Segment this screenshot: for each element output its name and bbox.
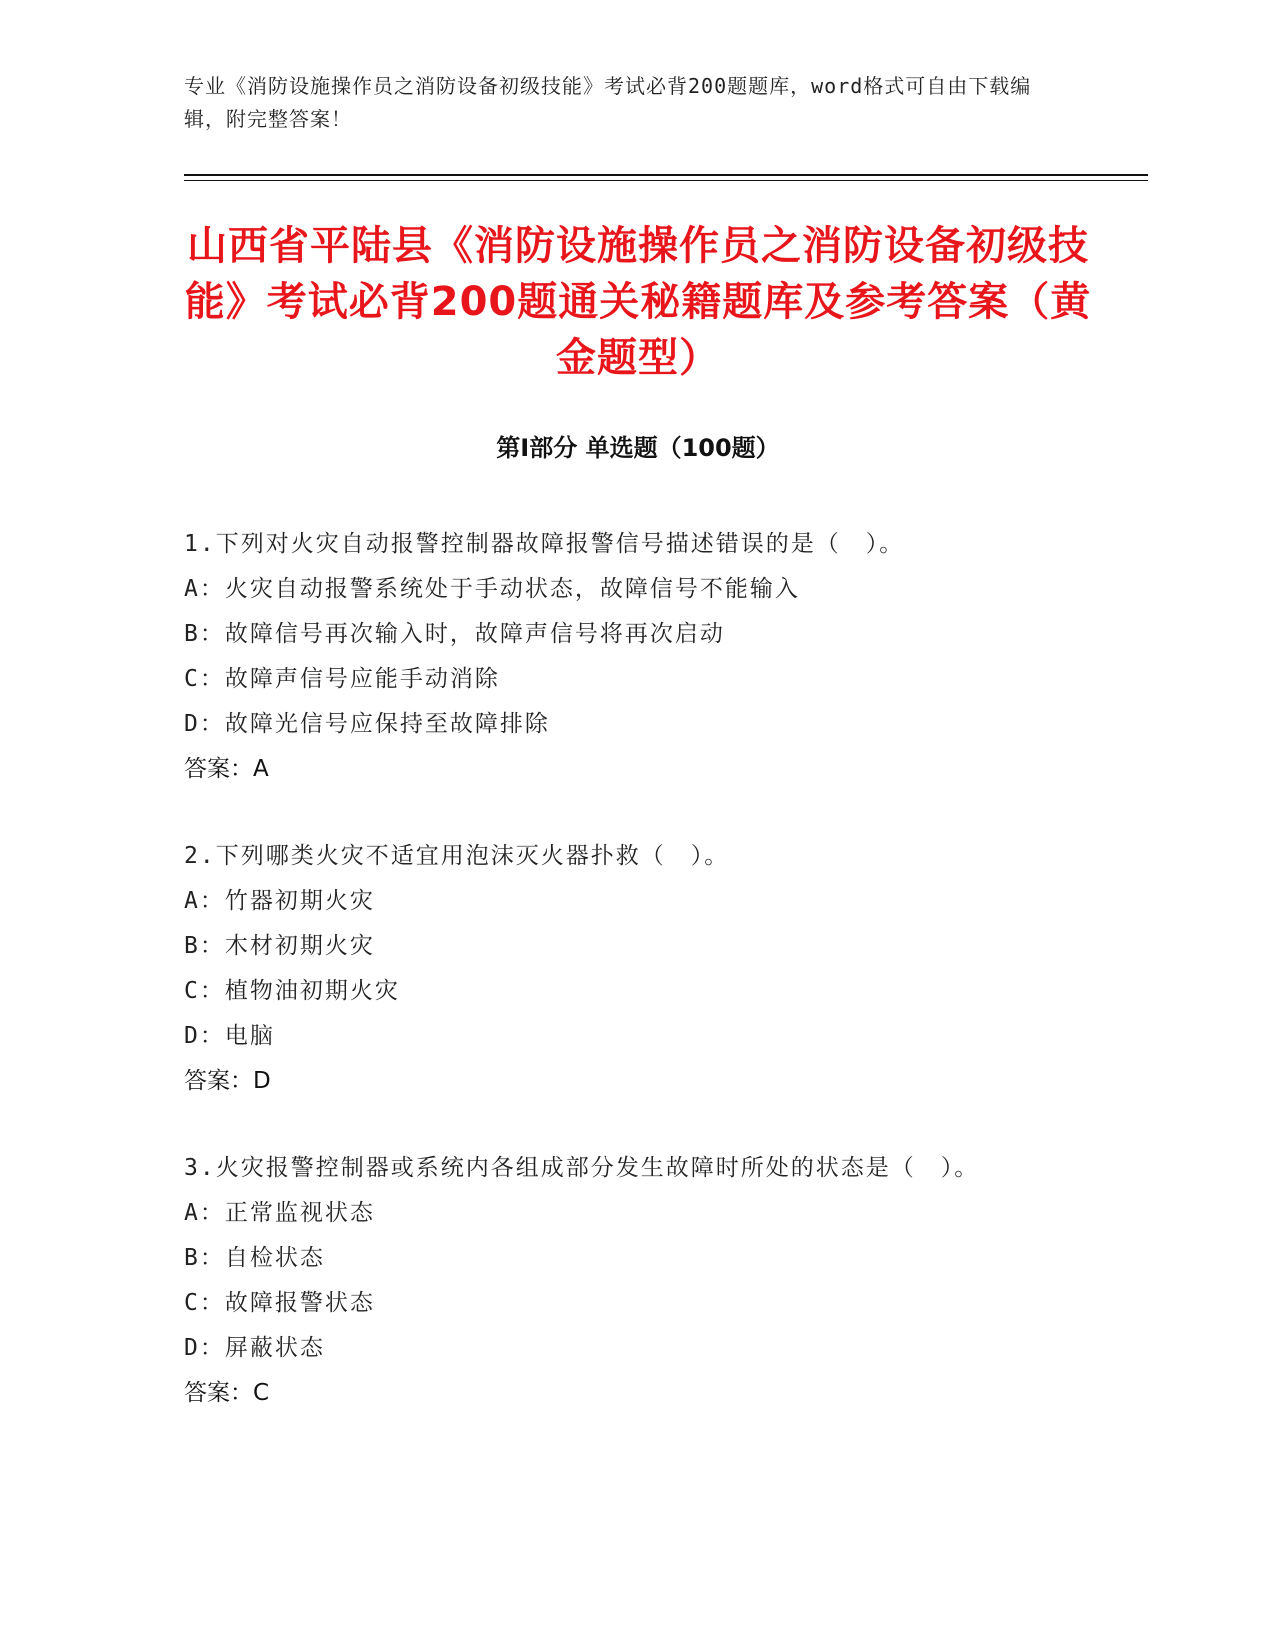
option-a: A：火灾自动报警系统处于手动状态，故障信号不能输入 (184, 576, 800, 602)
option-a: A：竹器初期火灾 (184, 888, 375, 914)
question-stem: 3.火灾报警控制器或系统内各组成部分发生故障时所处的状态是（ ）。 (184, 1155, 980, 1181)
header-note: 专业《消防设施操作员之消防设备初级技能》考试必背200题题库，word格式可自由下载编辑，附完整答案！ (184, 74, 1032, 131)
document-title: 山西省平陆县《消防设施操作员之消防设备初级技能》考试必背200题通关秘籍题库及参考答案（黄金题型） (184, 223, 1092, 381)
question-item (184, 522, 1064, 792)
question-list (184, 522, 1064, 1458)
option-d: D：电脑 (184, 1023, 275, 1049)
header-divider-thin (184, 180, 1148, 181)
option-d: D：故障光信号应保持至故障排除 (184, 711, 550, 737)
answer: 答案：D (184, 1068, 271, 1094)
question-stem: 2.下列哪类火灾不适宜用泡沫灭火器扑救（ ）。 (184, 843, 730, 869)
answer: 答案：C (184, 1380, 270, 1406)
header-divider-thick (184, 174, 1148, 176)
option-c: C：植物油初期火灾 (184, 978, 400, 1004)
section-title: 第Ⅰ部分 单选题（100题） (496, 434, 780, 462)
option-c: C：故障声信号应能手动消除 (184, 666, 500, 692)
option-b: B：木材初期火灾 (184, 933, 375, 959)
option-b: B：故障信号再次输入时，故障声信号将再次启动 (184, 621, 725, 647)
question-item (184, 1146, 1064, 1416)
option-b: B：自检状态 (184, 1245, 325, 1271)
question-item (184, 834, 1064, 1104)
answer: 答案：A (184, 756, 269, 782)
question-stem: 1.下列对火灾自动报警控制器故障报警信号描述错误的是（ ）。 (184, 531, 905, 557)
option-c: C：故障报警状态 (184, 1290, 375, 1316)
option-d: D：屏蔽状态 (184, 1335, 325, 1361)
option-a: A：正常监视状态 (184, 1200, 375, 1226)
